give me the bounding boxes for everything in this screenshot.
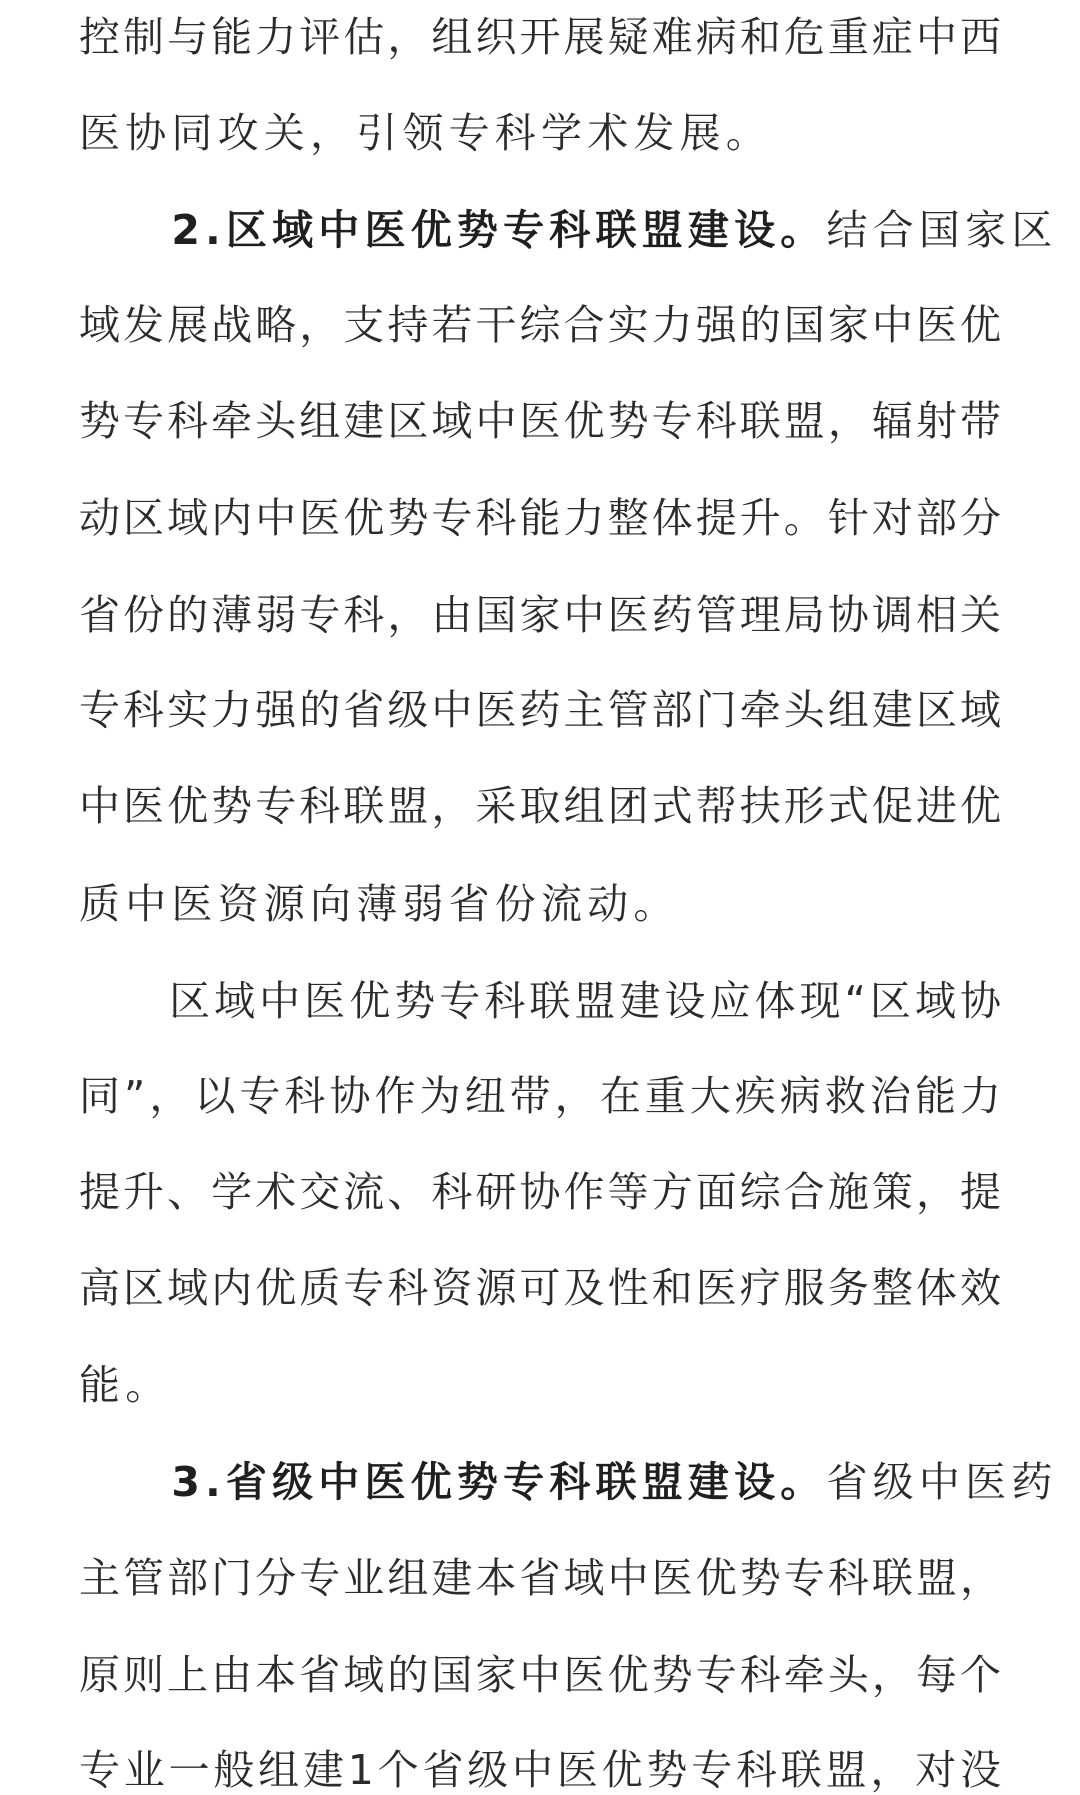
text-line	[79, 1263, 1001, 1313]
body-text: 能。	[79, 1361, 172, 1409]
text-line	[79, 781, 1001, 831]
text-line	[79, 205, 1058, 255]
body-text: 同”，以专科协作为纽带，在重大疾病救治能力	[79, 1072, 1001, 1120]
body-text: 提升、学术交流、科研协作等方面综合施策，提	[79, 1168, 1001, 1216]
text-line	[79, 1553, 1001, 1603]
body-text: 势专科牵头组建区域中医优势专科联盟，辐射带	[79, 397, 1001, 445]
body-text: 域发展战略，支持若干综合实力强的国家中医优	[79, 301, 1001, 349]
text-line	[79, 1071, 1001, 1121]
body-text: 中医优势专科联盟，采取组团式帮扶形式促进优	[79, 782, 1001, 830]
text-line	[79, 590, 1001, 640]
text-line	[79, 300, 1001, 350]
text-line	[79, 396, 1001, 446]
text-line	[79, 976, 1001, 1026]
text-line	[79, 685, 1001, 735]
text-line	[79, 879, 1001, 929]
section-heading: 2.区域中医优势专科联盟建设。	[79, 206, 827, 254]
text-line	[79, 1457, 1058, 1507]
text-line	[79, 12, 1001, 62]
body-text: 动区域内中医优势专科能力整体提升。针对部分	[79, 494, 1001, 542]
text-line	[79, 493, 1001, 543]
body-text: 结合国家区	[826, 206, 1058, 254]
body-text: 专科实力强的省级中医药主管部门牵头组建区域	[79, 686, 1001, 734]
body-text: 高区域内优质专科资源可及性和医疗服务整体效	[79, 1264, 1001, 1312]
body-text: 质中医资源向薄弱省份流动。	[79, 880, 680, 928]
text-line	[79, 108, 1001, 158]
body-text: 省份的薄弱专科，由国家中医药管理局协调相关	[79, 591, 1001, 639]
body-text: 控制与能力评估，组织开展疑难病和危重症中西	[79, 13, 1001, 61]
body-text: 专业一般组建1个省级中医优势专科联盟，对没	[79, 1746, 1001, 1794]
text-line	[79, 1360, 1001, 1410]
text-line	[79, 1745, 1001, 1795]
section-heading: 3.省级中医优势专科联盟建设。	[79, 1458, 827, 1506]
body-text: 原则上由本省域的国家中医优势专科牵头，每个	[79, 1651, 1001, 1699]
text-line	[79, 1650, 1001, 1700]
text-line	[79, 1167, 1001, 1217]
body-text: 医协同攻关，引领专科学术发展。	[79, 109, 772, 157]
body-text: 省级中医药	[826, 1458, 1058, 1506]
body-text: 区域中医优势专科联盟建设应体现“区域协	[79, 977, 1001, 1025]
body-text: 主管部门分专业组建本省域中医优势专科联盟，	[79, 1554, 1001, 1602]
